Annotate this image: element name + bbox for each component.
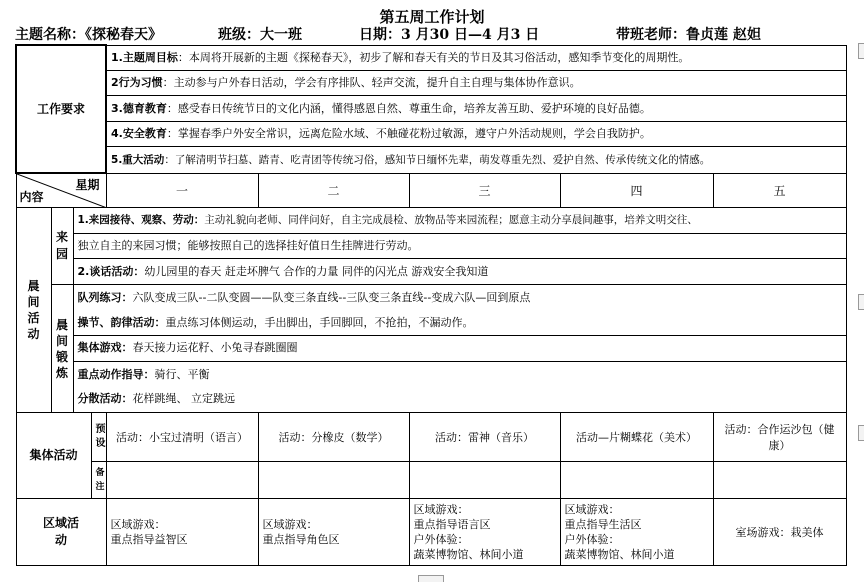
- margin-marker: [858, 425, 864, 441]
- note-cell-fri: [713, 462, 846, 499]
- collective-activity-tue: 活动：分橡皮（数学）: [258, 413, 409, 462]
- collective-activity-wed: 活动：雷神（音乐）: [409, 413, 560, 462]
- content-corner-label: 内容: [19, 190, 44, 205]
- week-corner-header: [16, 173, 106, 208]
- day-header-tue: 二: [258, 173, 409, 208]
- talk-activity: 2.谈话活动：幼儿园里的春天 赶走坏脾气 合作的力量 同伴的闪光点 游戏安全我知道: [73, 258, 846, 284]
- requirement-item: 3.德育教育：感受春日传统节日的文化内涵，懂得感恩自然、尊重生命，培养友善互助、爱护环境的良好品德。: [106, 96, 846, 121]
- arrival-item: 1.来园接待、观察、劳动：主动礼貌向老师、同伴问好，自主完成晨检、放物品等来园流程；愿意主动分享晨间趣事，培养文明交往、: [73, 208, 846, 233]
- key-action-guidance: 重点动作指导：骑行、平衡: [77, 367, 210, 381]
- day-header-wed: 三: [409, 173, 560, 208]
- class-name: 班级：大一班: [218, 27, 302, 43]
- area-activity-mon: 区域游戏： 重点指导益智区: [106, 498, 258, 565]
- group-game: 集体游戏：春天接力运花籽、小兔寻春跳圈圈: [73, 336, 846, 361]
- day-header-mon: 一: [106, 173, 258, 208]
- morning-activities-label: 晨 间 活 动: [16, 208, 51, 413]
- theme-name: 主题名称：《探秘春天》: [15, 27, 162, 43]
- collective-activity-thu: 活动—片糊蝶花（美术）: [560, 413, 713, 462]
- rhythm-activity: 操节、韵律活动：重点练习体侧运动，手出脚出，手回脚回，不抢拍，不漏动作。: [73, 310, 846, 335]
- area-activity-label: 区域活动: [16, 498, 106, 565]
- day-header-fri: 五: [713, 173, 846, 208]
- requirement-item: 4.安全教育：掌握春季户外安全常识，远离危险水域、不触碰花粉过敏源，遵守户外活动规则，学会自我防护。: [106, 121, 846, 146]
- area-activity-tue: 区域游戏： 重点指导角色区: [258, 498, 409, 565]
- collective-activity-fri: 活动：合作运沙包（健康）: [713, 413, 846, 462]
- day-header-thu: 四: [560, 173, 713, 208]
- margin-marker: [858, 43, 864, 59]
- weekly-plan-table: [15, 44, 847, 566]
- collective-activity-label: 集体活动: [16, 413, 91, 498]
- preset-label: 预设: [91, 413, 106, 462]
- area-activity-wed: 区域游戏： 重点指导语言区 户外体验： 蔬菜博物馆、林间小道: [409, 498, 560, 565]
- note-cell-mon: [106, 462, 258, 499]
- note-cell-tue: [258, 462, 409, 499]
- arrival-label: 来园: [51, 208, 73, 285]
- formation-practice: 队列练习：六队变成三队--二队变圆——队变三条直线--三队变三条直线--变成六队—回到原点: [73, 285, 846, 310]
- requirement-item: 5.重大活动：了解清明节扫墓、踏青、吃青团等传统习俗，感知节日缅怀先辈，萌发尊重先烈、爱护自然、传承传统文化的情感。: [106, 147, 846, 173]
- note-label: 备注: [91, 462, 106, 499]
- teachers: 带班老师：鲁贞莲 赵妲: [616, 27, 761, 43]
- page-title: 第五周工作计划: [379, 8, 485, 26]
- split-activity: 分散活动：花样跳绳、 立定跳远: [77, 391, 235, 405]
- area-activity-thu: 区域游戏： 重点指导生活区 户外体验： 蔬菜博物馆、林间小道: [560, 498, 713, 565]
- note-cell-thu: [560, 462, 713, 499]
- requirement-item: 2行为习惯：主动参与户外春日活动，学会有序排队、轻声交流，提升自主自理与集体协作意识。: [106, 70, 846, 95]
- collective-activity-mon: 活动：小宝过清明（语言）: [106, 413, 258, 462]
- requirements-label: 工作要求: [16, 45, 106, 173]
- morning-exercise-label: 晨 间 锻 炼: [51, 285, 73, 413]
- exercise-guidance: [73, 361, 846, 413]
- page-break-marker: [418, 575, 444, 582]
- requirement-item: 1.主题周目标：本周将开展新的主题《探秘春天》，初步了解和春天有关的节日及其习俗活动，感知季节变化的周期性。: [106, 45, 846, 70]
- date-range: 日期：3 月30 日—4 月3 日: [359, 27, 540, 43]
- margin-marker: [858, 294, 864, 310]
- weekday-corner-label: 星期: [75, 178, 100, 193]
- arrival-item-continued: 独立自主的来园习惯；能够按照自己的选择挂好值日生挂牌进行劳动。: [73, 233, 846, 258]
- note-cell-wed: [409, 462, 560, 499]
- area-activity-fri: 室场游戏：栽美体: [713, 498, 846, 565]
